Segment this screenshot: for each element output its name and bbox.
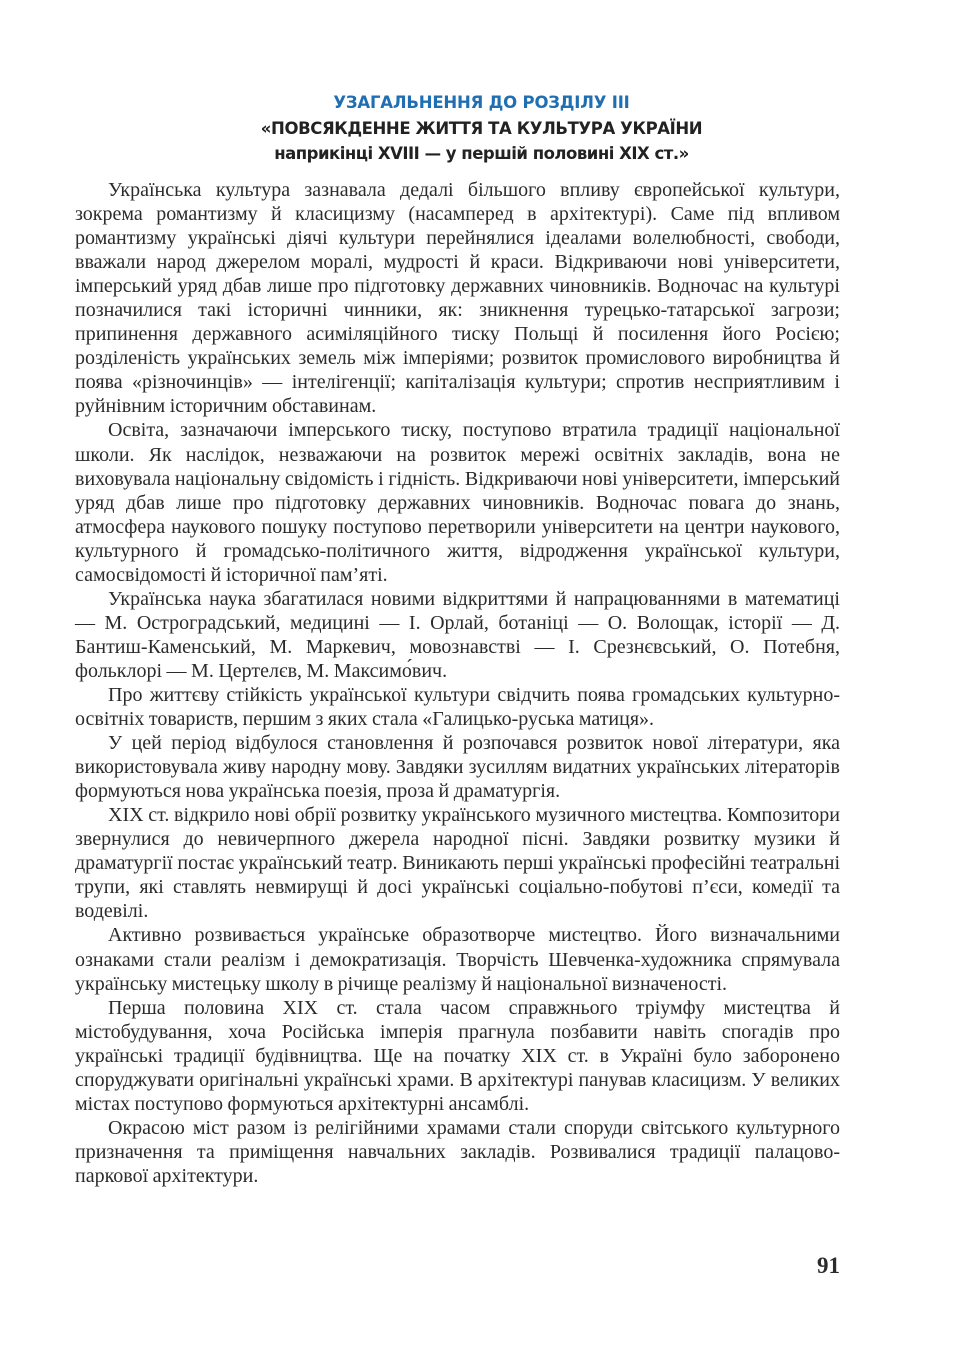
paragraph-education: Освіта, зазначаючи імперського тиску, поступово втратила традиції національної школи. Як наслідок, незважаючи на розвиток мережі освітніх закладів, вона не виховувала національну свідомість і гідність. Відкриваючи нові університети, імперський уряд дбав лише про підготовку державних чиновників. Водночас повага до знань, атмосфера наукового пошуку поступово перетворили університети на центри наукового, культурного й громадсько-політичного життя, відродження української культури, самосвідомості й історичної пам’яті. [75,419,840,586]
body-text [75,178,840,1188]
page-number: 91 [817,1253,840,1278]
paragraph-city-buildings: Окрасою міст разом із релігійними храмами стали споруди світського культурного призначення та приміщення навчальних закладів. Розвивалися традиції палацово-паркової архітектури. [75,1116,840,1187]
paragraph-architecture: Перша половина XIX ст. стала часом справжнього тріумфу мистецтва й містобудування, хоча Російська імперія прагнула позбавити навіть спогадів про українські традиції будівництва. Ще на початку XIX ст. в Україні було заборонено споруджувати оригінальні українські храми. В архітектурі панував класицизм. У великих містах поступово формуються архітектурні ансамблі. [75,996,840,1115]
paragraph-culture: Українська культура зазнавала дедалі більшого впливу європейської культури, зокрема романтизму й класицизму (насамперед в архітектурі). Саме під впливом романтизму українські діячі культури перейнялися ідеалами волелюбності, свободи, вважали народ джерелом моралі, мудрості й краси. Відкриваючи нові університети, імперський уряд дбав лише про підготовку державних чиновників. Водночас на культурі позначилися такі історичні чинники, як: зникнення турецько-татарської загрози; припинення державного асиміляційного тиску Польщі й посилення його Росією; розділеність українських земель між імперіями; розвиток промислового виробництва й поява «різночинців» — інтелігенції; капіталізація культури; спротив несприятливим і руйнівним історичним обставинам. [75,179,840,418]
section-subtitle-line2: наприкінці XVIII — у першій половині XIX ст.» [274,144,689,163]
section-subtitle-line1: «ПОВСЯКДЕННЕ ЖИТТЯ ТА КУЛЬТУРА УКРАЇНИ [260,119,703,138]
paragraph-societies: Про життєву стійкість української культури свідчить поява громадських культурно-освітніх товариств, першим з яких стала «Галицько-руська матиця». [75,683,840,731]
paragraph-music-theatre: XIX ст. відкрило нові обрії розвитку українського музичного мистецтва. Композитори звернулися до невичерпного джерела народної пісні. Завдяки розвитку музики й драматургії постає український театр. Виникають перші українські професійні театральні трупи, які ставлять невмирущі й досі українські соціально-побутові п’єси, комедії та водевілі. [75,804,840,923]
section-title: УЗАГАЛЬНЕННЯ ДО РОЗДІЛУ III [333,93,630,112]
paragraph-science: Українська наука збагатилася новими відкриттями й напрацюваннями в математиці — М. Остроградський, медицині — І. Орлай, ботаніці — О. Волощак, історії — Д. Бантиш-Каменський, М. Маркевич, мовознавстві — І. Срезнєвський, О. Потебня, фольклорі — М. Цертелєв, М. Максимо́вич. [75,587,840,682]
section-heading [75,90,888,166]
paragraph-literature: У цей період відбулося становлення й розпочався розвиток нової літератури, яка використовувала живу народну мову. Завдяки зусиллям видатних українських літераторів формуються нова українська поезія, проза й драматургія. [75,732,840,803]
paragraph-fine-art: Активно розвивається українське образотворче мистецтво. Його визначальними ознаками стали реалізм і демократизація. Творчість Шевченка-художника спрямувала українську мистецьку школу в річище реалізму й національної визначеності. [75,924,840,995]
